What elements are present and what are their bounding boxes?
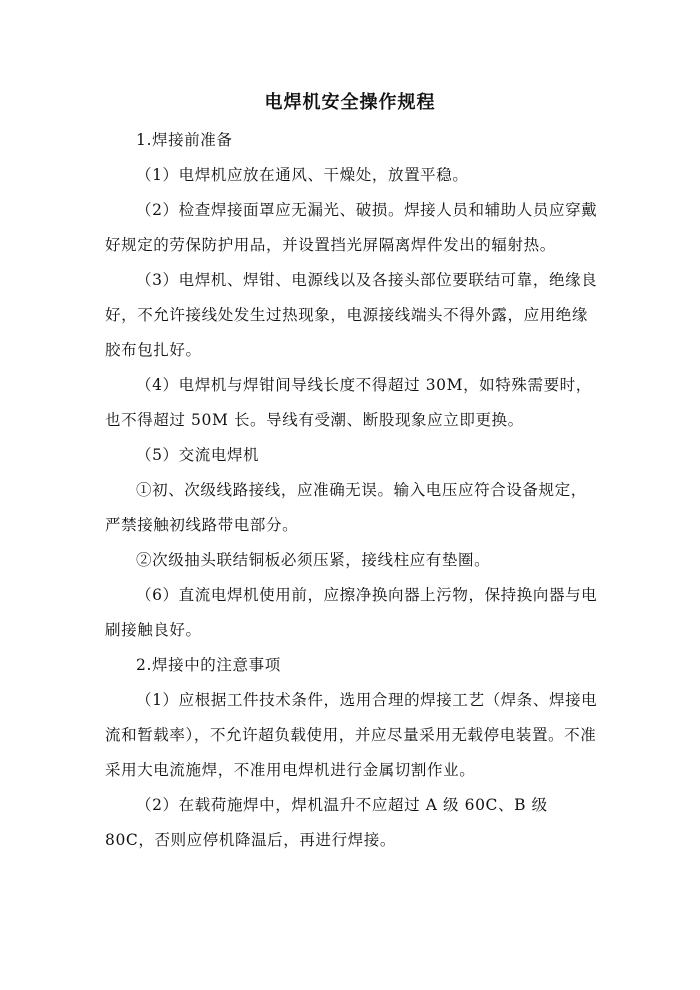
paragraph-1-5-b: ②次级抽头联结铜板必须压紧，接线柱应有垫圈。 — [136, 551, 491, 569]
paragraph-2-1: （1）应根据工件技术条件，选用合理的焊接工艺（焊条、焊接电流和暂载率），不允许超负载使用，并应尽量采用无载停电装置。不准采用大电流施焊，不准用电焊机进行金属切割作业。 — [105, 691, 598, 779]
paragraph-1-6: （6）直流电焊机使用前，应擦净换向器上污物，保持换向器与电刷接触良好。 — [105, 586, 598, 639]
paragraph-1-5: （5）交流电焊机 — [136, 446, 260, 464]
paragraph-1-1: （1）电焊机应放在通风、干燥处，放置平稳。 — [136, 166, 469, 184]
paragraph-2-2: （2）在载荷施焊中，焊机温升不应超过 A 级 60C、B 级 80C，否则应停机降温后，再进行焊接。 — [105, 796, 548, 849]
section-heading-1: 1.焊接前准备 — [136, 131, 233, 149]
paragraph-1-5-a: ①初、次级线路接线，应准确无误。输入电压应符合设备规定，严禁接触初线路带电部分。 — [105, 481, 587, 534]
document-body — [105, 123, 601, 858]
section-heading-2: 2.焊接中的注意事项 — [136, 656, 281, 674]
paragraph-1-2: （2）检查焊接面罩应无漏光、破损。焊接人员和辅助人员应穿戴好规定的劳保防护用品，并设置挡光屏隔离焊件发出的辐射热。 — [105, 201, 598, 254]
paragraph-1-4: （4）电焊机与焊钳间导线长度不得超过 30M，如特殊需要时，也不得超过 50M 长。导线有受潮、断股现象应立即更换。 — [105, 376, 592, 429]
paragraph-1-3: （3）电焊机、焊钳、电源线以及各接头部位要联结可靠，绝缘良好，不允许接线处发生过热现象，电源接线端头不得外露，应用绝缘胶布包扎好。 — [105, 271, 598, 359]
document-title: 电焊机安全操作规程 — [264, 92, 436, 113]
